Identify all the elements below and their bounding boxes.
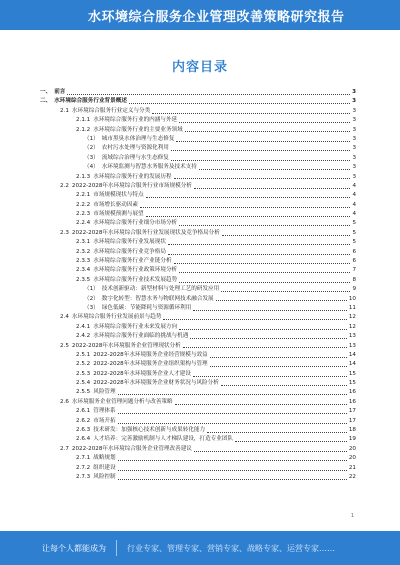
toc-leader-dots: [193, 376, 347, 377]
toc-entry-text: 2022-2028年水环境服务企业人才建设: [93, 370, 191, 377]
toc-leader-dots: [183, 347, 347, 348]
toc-entry-text: 数字化转型：智慧水务与物联网技术融合发展: [101, 295, 214, 302]
toc-entry-text: 水环境综合服务行业政策环境分析: [93, 267, 178, 274]
toc-entry-text: 水环境综合服务行业背景概述: [54, 98, 127, 105]
toc-entry-text: 管理体系: [93, 408, 116, 415]
toc-entry-text: 绿色低碳：节能降耗与资源循环利用: [101, 304, 192, 311]
toc-entry-number: 2.7.1: [76, 455, 91, 462]
toc-entry-number: 2.1.1: [76, 117, 91, 124]
toc-leader-dots: [176, 141, 350, 142]
toc-entry-text: 水环境综合服务行业发展现状: [93, 239, 166, 246]
toc-entry[interactable]: [40, 285, 356, 294]
toc-entry-page: 13: [348, 342, 356, 349]
toc-entry-page: 3: [352, 88, 356, 95]
toc-entry-number: 2.5.1: [76, 351, 91, 358]
toc-entry-number: 2.6.3: [76, 427, 91, 434]
toc-leader-dots: [190, 338, 347, 339]
toc-leader-dots: [194, 451, 347, 452]
toc-leader-dots: [179, 272, 350, 273]
toc-entry-page: 19: [348, 436, 356, 443]
toc-entry-page: 21: [348, 464, 356, 471]
toc-entry-text: 风险管理: [93, 389, 116, 396]
toc-entry-text: 前言: [54, 88, 66, 95]
toc-entry-number: 2.3: [60, 229, 69, 236]
toc-entry-page: 3: [352, 126, 356, 133]
toc-entry-page: 4: [352, 201, 356, 208]
toc-entry[interactable]: [40, 229, 356, 238]
toc-entry-number: 2.3.3: [76, 258, 91, 265]
toc-entry-number: 2.7: [60, 445, 69, 452]
toc-entry-number: （4）: [84, 164, 99, 171]
toc-entry-text: 水环境综合服务行业的发展历程: [93, 173, 172, 180]
toc-entry-number: 2.5.2: [76, 361, 91, 368]
toc-entry-number: 2.3.4: [76, 267, 91, 274]
toc-entry[interactable]: [40, 417, 356, 426]
toc-entry-text: 水环境综合服务行业定义与分类: [71, 107, 151, 114]
toc-leader-dots: [179, 225, 350, 226]
toc-entry-number: 2.6.2: [76, 417, 91, 424]
footer-divider: [116, 540, 117, 556]
toc-entry-page: 3: [352, 135, 356, 142]
toc-leader-dots: [168, 244, 350, 245]
toc-entry[interactable]: [40, 295, 356, 304]
toc-entry[interactable]: [40, 135, 356, 144]
toc-leader-dots: [210, 366, 347, 367]
toc-entry-page: 17: [348, 408, 356, 415]
toc-entry-number: 2.4.2: [76, 333, 91, 340]
toc-entry[interactable]: [40, 304, 356, 313]
toc-heading: 内容目录: [171, 60, 228, 75]
toc-leader-dots: [175, 404, 347, 405]
toc-entry-page: 3: [352, 145, 356, 152]
toc-leader-dots: [146, 216, 351, 217]
footer-slogan: 让每个人都能成为: [42, 543, 106, 553]
toc-entry-number: 二、: [40, 98, 52, 105]
toc-entry-number: 2.5: [60, 342, 69, 349]
toc-entry-page: 10: [348, 295, 356, 302]
toc-entry[interactable]: [40, 323, 356, 332]
toc-entry-text: 城市黑臭水体治理与生态修复: [101, 135, 175, 142]
toc-entry-number: 2.1: [60, 107, 69, 114]
toc-entry-text: 水环境综合服务行业技术发展趋势: [93, 276, 178, 283]
toc-entry-page: 12: [348, 323, 356, 330]
toc-entry[interactable]: [40, 370, 356, 379]
toc-entry-text: 人才培养：完善激励机制与人才梯队建设，打造专业团队: [93, 436, 234, 443]
toc-entry-number: （1）: [84, 135, 99, 142]
toc-entry[interactable]: [40, 107, 356, 116]
toc-entry[interactable]: [40, 116, 356, 125]
toc-entry-page: 3: [352, 107, 356, 114]
toc-entry-number: 2.1.3: [76, 173, 91, 180]
toc-leader-dots: [163, 319, 346, 320]
toc-entry-page: 6: [352, 258, 356, 265]
toc-entry[interactable]: [40, 435, 356, 444]
toc-entry-page: 4: [352, 192, 356, 199]
toc-leader-dots: [129, 103, 350, 104]
toc-entry[interactable]: [40, 88, 356, 97]
toc-entry-text: 水环境综合服务行业产业链分析: [93, 258, 172, 265]
toc-leader-dots: [118, 460, 347, 461]
toc-leader-dots: [216, 300, 347, 301]
toc-entry-number: 2.2.3: [76, 211, 91, 218]
toc-entry-text: 农村污水处理与资源化利用: [101, 145, 169, 152]
toc-entry[interactable]: [40, 163, 356, 172]
toc-entry[interactable]: [40, 257, 356, 266]
toc-entry[interactable]: [40, 182, 356, 191]
toc-leader-dots: [174, 263, 351, 264]
toc-entry-text: 市场开拓: [93, 417, 116, 424]
toc-entry-text: 技术研发：加强核心技术创新与成果转化能力: [93, 427, 206, 434]
toc-entry-page: 16: [348, 398, 356, 405]
toc-leader-dots: [235, 441, 347, 442]
toc-entry-number: 2.2.1: [76, 192, 91, 199]
toc-entry-text: 2022-2028年水环境综合服务行业市场规模分析: [71, 182, 192, 189]
toc-entry-number: （2）: [84, 145, 99, 152]
toc-entry-page: 3: [352, 173, 356, 180]
toc-entry-number: 2.7.2: [76, 464, 91, 471]
toc-entry[interactable]: [40, 173, 356, 182]
toc-leader-dots: [222, 235, 351, 236]
toc-entry-text: 战略规划: [93, 455, 116, 462]
toc-leader-dots: [171, 150, 351, 151]
toc-entry-text: 2022-2028年水环境服务企业经营规模与效益: [93, 351, 208, 358]
footer-bar: [0, 531, 400, 565]
toc-entry[interactable]: [40, 219, 356, 228]
toc-entry[interactable]: [40, 379, 356, 388]
toc-leader-dots: [193, 310, 347, 311]
toc-entry-number: 2.7.3: [76, 474, 91, 480]
toc-leader-dots: [179, 282, 350, 283]
toc-entry-text: 2022-2028年水环境综合服务行业发展现状及竞争格局分析: [71, 229, 220, 236]
toc-entry-page: 13: [348, 333, 356, 340]
toc-leader-dots: [210, 357, 347, 358]
toc-leader-dots: [179, 122, 350, 123]
toc-entry-number: （3）: [84, 304, 99, 311]
toc-entry-number: 2.5.3: [76, 370, 91, 377]
toc-entry-page: 20: [348, 455, 356, 462]
toc-leader-dots: [194, 188, 351, 189]
toc-leader-dots: [152, 113, 350, 114]
toc-entry-page: 5: [352, 220, 356, 227]
toc-entry[interactable]: [40, 351, 356, 360]
toc-leader-dots: [118, 423, 347, 424]
toc-entry-page: 9: [352, 286, 356, 293]
toc-entry-text: 技术创新驱动：新型材料与处理工艺的研发应用: [101, 286, 220, 293]
toc-entry-page: 22: [348, 474, 356, 480]
toc-entry-number: 一、: [40, 88, 52, 95]
toc-entry-number: （3）: [84, 154, 99, 161]
toc-entry[interactable]: [40, 210, 356, 219]
toc-entry-page: 20: [348, 445, 356, 452]
toc-leader-dots: [199, 169, 351, 170]
toc-entry-page: 3: [352, 154, 356, 161]
toc-entry[interactable]: [40, 332, 356, 341]
toc-entry-text: 水环境综合服务行业的主要业务领域: [93, 126, 183, 133]
toc-entry[interactable]: [40, 126, 356, 135]
toc-entry[interactable]: [40, 389, 356, 398]
toc-entry[interactable]: [40, 248, 356, 257]
toc-entry-text: 水环境综合服务行业细分市场分析: [93, 220, 178, 227]
toc-leader-dots: [221, 291, 350, 292]
toc-entry-page: 14: [348, 361, 356, 368]
toc-entry-number: 2.2: [60, 182, 69, 189]
toc-entry-text: 组织建设: [93, 464, 116, 471]
toc-entry-text: 风险控制: [93, 474, 116, 480]
toc-entry-text: 市场增长驱动因素: [93, 201, 138, 208]
toc-entry-page: 5: [352, 229, 356, 236]
toc-entry[interactable]: [40, 238, 356, 247]
footer-tagline: 行业专家、管理专家、营销专家、战略专家、运营专家……: [127, 543, 335, 553]
toc-entry-page: 6: [352, 248, 356, 255]
header-bar: [0, 0, 400, 30]
toc-entry-number: 2.5.4: [76, 380, 91, 387]
toc-entry[interactable]: [40, 342, 356, 351]
toc-entry-text: 水环境综合服务行业竞争格局: [93, 248, 166, 255]
toc-entry[interactable]: [40, 201, 356, 210]
toc-entry-text: 市场规模现状与特点: [93, 192, 144, 199]
toc-leader-dots: [118, 413, 347, 414]
toc-entry[interactable]: [40, 426, 356, 435]
toc-entry-number: 2.3.2: [76, 248, 91, 255]
toc-entry-text: 水环境综合服务行业的内涵与外延: [93, 117, 178, 124]
toc-entry-page: 3: [352, 117, 356, 124]
report-title: 水环境综合服务企业管理改善策略研究报告: [88, 9, 345, 25]
toc-entry-number: 2.3.1: [76, 239, 91, 246]
toc-entry[interactable]: [40, 407, 356, 416]
toc-entry-number: 2.6.1: [76, 408, 91, 415]
toc-entry-number: 2.3.5: [76, 276, 91, 283]
toc-entry-page: 17: [348, 417, 356, 424]
toc-entry-page: 11: [348, 304, 356, 311]
toc-entry-number: 2.1.2: [76, 126, 91, 133]
toc-entry[interactable]: [40, 191, 356, 200]
toc-entry-text: 水环境综合服务行业未来发展方向: [93, 323, 178, 330]
toc-entry-number: 2.6.4: [76, 436, 91, 443]
toc-entry-page: 8: [352, 276, 356, 283]
toc-entry-text: 2022-2028年水环境服务企业管理现状分析: [71, 342, 181, 349]
toc-entry-text: 水环境综合服务行业面临的挑战与机遇: [93, 333, 189, 340]
toc-entry-number: 2.6: [60, 398, 69, 405]
toc-entry[interactable]: [40, 454, 356, 463]
toc-entry-page: 16: [348, 389, 356, 396]
page-number: 1: [350, 513, 354, 519]
toc-leader-dots: [171, 160, 351, 161]
toc-entry-page: 14: [348, 351, 356, 358]
toc-entry-text: 2022-2028年水环境综合服务企业管理改善建议: [71, 445, 192, 452]
toc-entry-number: 2.4: [60, 314, 69, 321]
toc-leader-dots: [185, 131, 351, 132]
toc-entry-page: 15: [348, 370, 356, 377]
toc-entry-page: 15: [348, 380, 356, 387]
toc-entry-page: 3: [352, 164, 356, 171]
toc-entry-page: 18: [348, 427, 356, 434]
toc-entry[interactable]: [40, 360, 356, 369]
toc-entry[interactable]: [40, 154, 356, 163]
toc-entry-number: 2.5.5: [76, 389, 91, 396]
toc-entry-page: 5: [352, 239, 356, 246]
toc-entry-number: （1）: [84, 286, 99, 293]
toc-leader-dots: [118, 470, 347, 471]
toc-entry-number: 2.2.4: [76, 220, 91, 227]
toc-entry[interactable]: [40, 266, 356, 275]
toc-leader-dots: [179, 329, 347, 330]
toc-leader-dots: [118, 479, 347, 480]
toc-leader-dots: [140, 207, 350, 208]
toc-entry-text: 水环境监测与智慧水务服务及技术支持: [101, 164, 197, 171]
toc-entry-number: （2）: [84, 295, 99, 302]
toc-entry-page: 4: [352, 182, 356, 189]
toc-entry-text: 2022-2028年水环境服务企业财务状况与风险分析: [93, 380, 219, 387]
toc-entry-number: 2.2.2: [76, 201, 91, 208]
toc-entry[interactable]: [40, 97, 356, 106]
toc-leader-dots: [207, 432, 347, 433]
toc-entry-text: 市场规模预测与展望: [93, 211, 144, 218]
toc-entry-page: 12: [348, 314, 356, 321]
toc-entry-page: 7: [352, 267, 356, 274]
toc-leader-dots: [146, 197, 351, 198]
toc-leader-dots: [168, 254, 350, 255]
toc-entry-text: 水环境服务企业管理问题分析与改善策略: [71, 398, 173, 405]
toc-entry[interactable]: [40, 445, 356, 454]
toc-leader-dots: [174, 178, 351, 179]
toc-entry[interactable]: [40, 144, 356, 153]
toc-entry[interactable]: [40, 464, 356, 473]
toc-entry-page: 4: [352, 211, 356, 218]
toc-entry-number: 2.4.1: [76, 323, 91, 330]
toc-leader-dots: [221, 385, 347, 386]
toc-entry[interactable]: [40, 398, 356, 407]
toc-entry[interactable]: [40, 473, 356, 482]
toc-entry[interactable]: [40, 313, 356, 322]
toc-entry-text: 水环境综合服务行业发展前景与趋势: [71, 314, 162, 321]
table-of-contents: [40, 88, 356, 482]
toc-leader-dots: [118, 394, 347, 395]
toc-entry-page: 3: [352, 98, 356, 105]
toc-entry-text: 2022-2028年水环境服务企业组织架构与管理: [93, 361, 208, 368]
toc-entry[interactable]: [40, 276, 356, 285]
toc-leader-dots: [67, 94, 350, 95]
toc-entry-text: 流域综合治理与水生态修复: [101, 154, 169, 161]
